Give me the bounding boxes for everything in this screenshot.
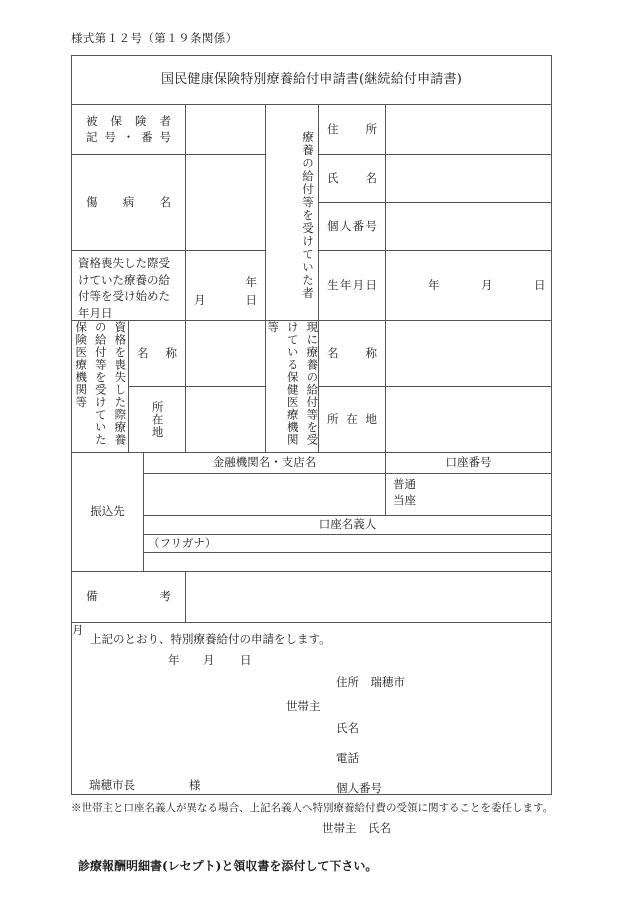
remarks-label-cell [72, 572, 186, 623]
former-institution-name-label: 名 称 [137, 345, 177, 360]
start-date-label: 資格喪失した際受けていた療養の給付等を受け始めた年月日 [78, 256, 170, 321]
birth-date-label-cell [319, 251, 386, 321]
former-institution-location-label-cell [129, 387, 186, 453]
current-institution-vertical-label-cell [266, 321, 319, 453]
declaration-personal-number-label: 個人番号 [336, 781, 382, 795]
bank-label-divider [72, 453, 144, 572]
birth-date-input-cell[interactable] [386, 251, 551, 321]
personal-number-label: 個 人 番 号 [327, 218, 377, 233]
birth-date-year: 年 [428, 277, 440, 292]
form-title: 国民健康保険特別療養給付申請書(継続給付申請書) [161, 72, 462, 88]
current-institution-location-label: 所 在 地 [327, 411, 377, 426]
declaration-phone-label: 電話 [336, 751, 359, 765]
insured-number-label [72, 114, 185, 145]
address-input-cell[interactable] [386, 105, 551, 155]
declaration-name-label: 氏名 [336, 721, 359, 735]
address-label: 住 所 [327, 121, 377, 136]
declaration-date-month-glyph: 月 [203, 653, 215, 667]
attachment-note: 診療報酬明細書(レセプト)と領収書を添付して下さい。 [78, 859, 378, 873]
bank-institution-input-cell[interactable] [144, 474, 386, 516]
delegation-signature: 世帯主 氏名 [322, 821, 391, 835]
name-input-cell[interactable] [386, 155, 551, 203]
bank-furigana-label: （フリガナ） [148, 536, 217, 550]
start-date-input-cell[interactable] [186, 251, 266, 321]
former-institution-vertical-label: 資格を喪失した際療養の給付等を受けていた保険医療機関等 [74, 321, 128, 446]
birth-date-month: 月 [481, 277, 493, 292]
form-title-cell [72, 56, 551, 105]
disease-label: 傷 病 名 [86, 194, 171, 209]
former-institution-location-label: 所在地 [150, 400, 165, 439]
bank-section-label: 振込先 [90, 504, 125, 519]
bank-institution-header-cell [144, 453, 386, 474]
former-institution-location-input-cell[interactable] [186, 387, 266, 453]
bank-account-number-input-cell[interactable] [386, 474, 551, 516]
name-label: 氏 名 [327, 170, 377, 185]
declaration-addressee-honorific: 様 [189, 778, 201, 792]
start-date-month: 月 [194, 293, 206, 307]
account-type-ordinary[interactable]: 普通 [393, 477, 416, 491]
birth-date-label: 生 年 月 日 [327, 277, 377, 292]
current-institution-location-input-cell[interactable] [386, 387, 551, 453]
bank-furigana-cell[interactable] [144, 535, 551, 553]
name-label-cell [319, 155, 386, 203]
insured-number-input-cell[interactable] [186, 105, 266, 155]
declaration-date-day: 日 [240, 653, 252, 667]
account-type-current[interactable]: 当座 [393, 493, 416, 507]
remarks-input-cell[interactable] [186, 572, 551, 623]
main-form-table [71, 55, 552, 795]
declaration-date-month: 月 [72, 623, 84, 637]
declaration-address-label: 住所 瑞穂市 [336, 675, 405, 689]
disease-input-cell[interactable] [186, 155, 266, 251]
bank-account-holder-header: 口座名義人 [318, 517, 377, 532]
birth-date-day: 日 [534, 277, 546, 292]
declaration-householder-label: 世帯主 [286, 699, 321, 713]
current-institution-name-label-cell [319, 321, 386, 387]
recipient-vertical-label-cell [266, 105, 319, 321]
start-date-year: 年 [245, 275, 257, 289]
remarks-label: 備 考 [86, 589, 171, 604]
address-label-cell [319, 105, 386, 155]
personal-number-label-cell [319, 203, 386, 251]
declaration-area [72, 623, 551, 794]
recipient-vertical-label: 療養の給付等を受けていた者 [301, 131, 315, 300]
disease-label-cell [72, 155, 186, 251]
declaration-date-year: 年 [168, 653, 180, 667]
start-date-label-cell [72, 251, 186, 321]
bank-account-number-header: 口座番号 [445, 455, 492, 470]
current-institution-vertical-label: 現に療養の給付等を受けている保健医療機関等 [266, 321, 320, 446]
bank-account-holder-input-cell[interactable] [144, 553, 551, 572]
former-institution-name-input-cell[interactable] [186, 321, 266, 387]
current-institution-name-input-cell[interactable] [386, 321, 551, 387]
insured-number-label-line2: 記 号 ・ 番 号 [86, 129, 171, 144]
declaration-addressee: 瑞穂市長 [89, 778, 135, 792]
declaration-statement: 上記のとおり、特別療養給付の申請をします。 [90, 632, 331, 646]
former-institution-name-label-cell [129, 321, 186, 387]
insured-number-label-line1: 被 保 険 者 [86, 113, 171, 128]
start-date-day: 日 [245, 293, 257, 307]
bank-account-holder-header-cell [144, 516, 551, 535]
former-institution-vertical-label-cell [72, 321, 129, 453]
current-institution-location-label-cell [319, 387, 386, 453]
form-number: 様式第１２号（第１９条関係） [71, 31, 238, 45]
current-institution-name-label: 名 称 [327, 345, 377, 360]
bank-account-number-header-cell [386, 453, 551, 474]
bank-institution-header: 金融機関名・支店名 [212, 455, 317, 470]
delegation-note: ※世帯主と口座名義人が異なる場合、上記名義人へ特別療養給付費の受領に関することを委任します。 [71, 802, 554, 814]
personal-number-input-cell[interactable] [386, 203, 551, 251]
insured-number-label-cell [72, 105, 186, 155]
